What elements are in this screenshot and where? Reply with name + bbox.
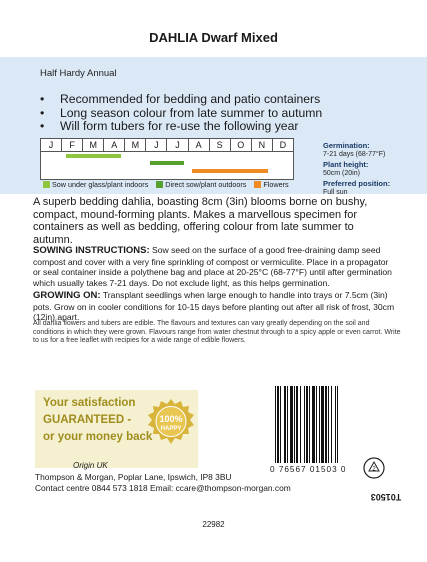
barcode-stripe <box>309 386 310 463</box>
calendar-legend <box>43 180 297 189</box>
calendar-bar-indoors <box>66 154 121 158</box>
feature-item: • Recommended for bedding and patio containers <box>40 92 321 106</box>
feature-text: Recommended for bedding and patio containers <box>60 92 321 106</box>
calendar-bar-outdoors <box>150 161 184 165</box>
swatch-outdoors <box>156 181 163 188</box>
barcode <box>273 386 353 463</box>
calendar-month: J <box>41 139 62 151</box>
contact: Contact centre 0844 573 1818 Email: ccare@thompson-morgan.com <box>35 483 291 493</box>
barcode-stripe <box>335 386 336 463</box>
height-label: Plant height: <box>323 160 369 169</box>
legend-indoors <box>43 180 148 189</box>
feature-text: Long season colour from late summer to autumn <box>60 105 323 120</box>
footer-code: 22982 <box>202 520 225 529</box>
guarantee-line3: or your money back <box>43 431 153 443</box>
calendar-month: D <box>279 140 287 150</box>
barcode-stripe <box>284 386 286 463</box>
happy-seal-icon <box>147 398 195 446</box>
legend-indoors-label: Sow under glass/plant indoors <box>52 180 149 189</box>
barcode-stripe <box>277 386 279 463</box>
germination-value: 7-21 days (68-77°F) <box>323 151 386 158</box>
product-title: DAHLIA Dwarf Mixed <box>149 30 278 45</box>
guarantee-line2: GUARANTEED - <box>43 414 132 426</box>
sowing-text: Sow seed on the surface of a good free-draining damp seed compost and cover with a very fine sprinkling of compost or vermiculite. Place in a propagator or seal container inside a polythene bag and place at 20-25°C (68-77°F) until after germination which usually takes 7-21 days. Do not exclude light, as this helps germination. <box>33 245 392 288</box>
barcode-stripe <box>300 386 301 463</box>
barcode-stripe <box>290 386 293 463</box>
height-value: 50cm (20in) <box>323 170 360 177</box>
barcode-stripe <box>306 386 308 463</box>
origin: Origin UK <box>73 461 108 470</box>
sowing-calendar <box>40 138 294 180</box>
recycle-number: 2 <box>372 466 376 473</box>
feature-item: • Long season colour from late summer to autumn <box>40 105 323 120</box>
calendar-month: N <box>252 139 273 151</box>
swatch-flowers <box>254 181 261 188</box>
position-label: Preferred position: <box>323 179 391 188</box>
growing-on <box>33 290 398 323</box>
barcode-stripe <box>275 386 276 463</box>
calendar-month: O <box>231 139 252 151</box>
barcode-stripe <box>316 386 317 463</box>
barcode-stripe <box>280 386 281 463</box>
edible-note: All dahlia flowers and tubers are edible. The flavours and textures can vary greatly depending on the soil and conditions in which they were grown. Flavours range from water chestnut through to a spicy apple or even carrot. Write to us for a free leaflet with recipies for a wide range of edible flowers. <box>33 320 401 344</box>
germination-label: Germination: <box>323 141 370 150</box>
position-value: Full sun <box>323 189 348 196</box>
growing-facts <box>323 141 390 198</box>
barcode-stripe <box>319 386 320 463</box>
barcode-stripe <box>296 386 298 463</box>
feature-text: Will form tubers for re-use the following year <box>60 119 299 133</box>
barcode-stripe <box>337 386 338 463</box>
calendar-month: A <box>189 139 210 151</box>
feature-item: • Will form tubers for re-use the following year <box>40 119 299 133</box>
barcode-stripe <box>321 386 324 463</box>
legend-flowers-label: Flowers <box>263 180 289 189</box>
barcode-stripe <box>325 386 327 463</box>
barcode-number: 0 76567 01503 0 <box>270 465 347 474</box>
barcode-stripe <box>294 386 295 463</box>
legend-flowers <box>254 180 288 189</box>
swatch-indoors <box>43 181 50 188</box>
calendar-bar-flowers <box>192 169 268 173</box>
plant-type: Half Hardy Annual <box>40 68 117 79</box>
calendar-months <box>41 139 293 152</box>
barcode-stripe <box>287 386 288 463</box>
description: A superb bedding dahlia, boasting 8cm (3in) blooms borne on bushy, compact, mound-forming plants. Makes a marvellous specimen for containers as well as bedding, offering colour from late summer to autumn. <box>33 196 368 247</box>
legend-outdoors-label: Direct sow/plant outdoors <box>165 180 247 189</box>
barcode-stripe <box>328 386 329 463</box>
seal-percent: 100% <box>159 414 183 424</box>
seal-word: HAPPY <box>160 426 182 432</box>
recycle-icon <box>363 457 385 479</box>
calendar-month: J <box>146 139 167 151</box>
calendar-month: M <box>83 139 104 151</box>
barcode-stripe <box>331 386 332 463</box>
sowing-instructions <box>33 245 398 288</box>
calendar-month: M <box>125 139 146 151</box>
growing-text: Transplant seedlings when large enough to handle into trays or 7.5cm (3in) pots. Grow on in cooler conditions for 10-15 days before planting out after all risk of frost, 30cm (12in) apart. <box>33 290 395 322</box>
barcode-stripe <box>304 386 305 463</box>
barcode-stripe <box>312 386 315 463</box>
address: Thompson & Morgan, Poplar Lane, Ipswich, IP8 3BU <box>35 472 232 482</box>
product-code: T01503 <box>370 492 402 502</box>
feature-list <box>40 93 322 134</box>
growing-heading: GROWING ON: <box>33 290 101 301</box>
calendar-month: S <box>210 139 231 151</box>
calendar-month: F <box>62 139 83 151</box>
calendar-month: A <box>104 139 125 151</box>
calendar-month: J <box>167 139 188 151</box>
sowing-heading: SOWING INSTRUCTIONS: <box>33 245 150 256</box>
guarantee-line1: Your satisfaction <box>43 397 136 409</box>
legend-outdoors <box>156 180 246 189</box>
